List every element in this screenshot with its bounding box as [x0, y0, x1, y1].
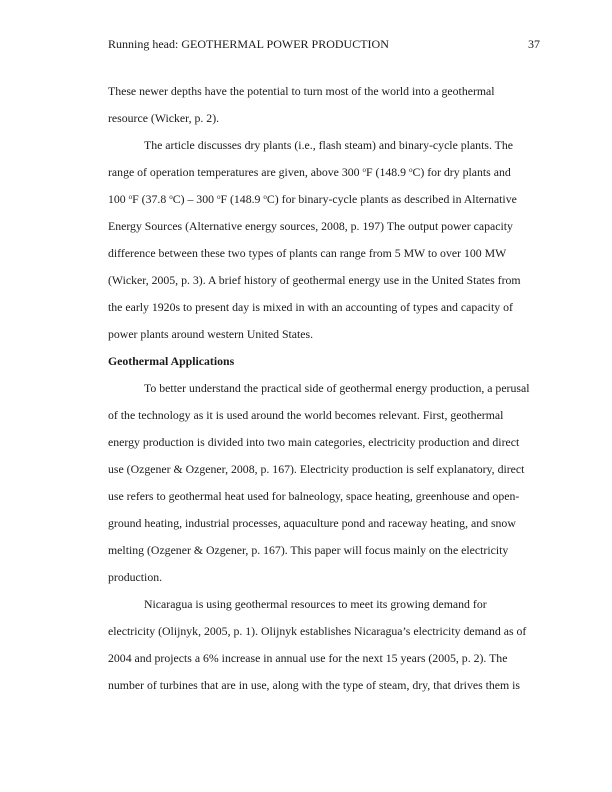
paragraph-line: These newer depths have the potential to turn most of the world into a geothermal [108, 84, 495, 98]
paragraph-line: To better understand the practical side of geothermal energy production, a perusal [144, 381, 530, 395]
body-text [108, 78, 540, 699]
paragraph-line: Nicaragua is using geothermal resources to meet its growing demand for [144, 597, 487, 611]
section-heading: Geothermal Applications [108, 354, 235, 368]
running-head: Running head: GEOTHERMAL POWER PRODUCTION [108, 37, 389, 51]
paragraph-line: difference between these two types of plants can range from 5 MW to over 100 MW [108, 246, 507, 260]
paragraph-line: melting (Ozgener & Ozgener, p. 167). This paper will focus mainly on the electricity [108, 543, 509, 557]
paragraph-line: range of operation temperatures are given, above 300 $^o$F (148.9 $^o$C) for dry plants and [108, 165, 511, 179]
paragraph-line: use (Ozgener & Ozgener, 2008, p. 167). Electricity production is self explanatory, direct [108, 462, 525, 476]
paragraph-line: ground heating, industrial processes, aquaculture pond and raceway heating, and snow [108, 516, 516, 530]
paragraph-line: (Wicker, 2005, p. 3). A brief history of geothermal energy use in the United States from [108, 273, 521, 287]
paragraph-line: 100 $^o$F (37.8 $^o$C) – 300 $^o$F (148.9 $^o$C) for binary-cycle plants as described in Alternative [108, 192, 517, 206]
paragraph-line: Energy Sources (Alternative energy sources, 2008, p. 197) The output power capacity [108, 219, 513, 233]
paragraph-line: electricity (Olijnyk, 2005, p. 1). Olijnyk establishes Nicaragua’s electricity demand as of [108, 624, 527, 638]
paragraph-line: 2004 and projects a 6% increase in annual use for the next 15 years (2005, p. 2). The [108, 651, 508, 665]
paragraph-line: the early 1920s to present day is mixed in with an accounting of types and capacity of [108, 300, 513, 314]
paragraph-line: of the technology as it is used around the world becomes relevant. First, geothermal [108, 408, 504, 422]
page-number: 37 [528, 37, 540, 51]
paragraph-line: energy production is divided into two main categories, electricity production and direct [108, 435, 520, 449]
paragraph-line: production. [108, 570, 163, 584]
paragraph-line: resource (Wicker, p. 2). [108, 111, 220, 125]
paragraph-line: The article discusses dry plants (i.e., flash steam) and binary-cycle plants. The [144, 138, 513, 152]
paragraph-line: power plants around western United States. [108, 327, 314, 341]
paragraph-line: use refers to geothermal heat used for balneology, space heating, greenhouse and open- [108, 489, 520, 503]
paragraph-line: number of turbines that are in use, along with the type of steam, dry, that drives them is [108, 678, 521, 692]
